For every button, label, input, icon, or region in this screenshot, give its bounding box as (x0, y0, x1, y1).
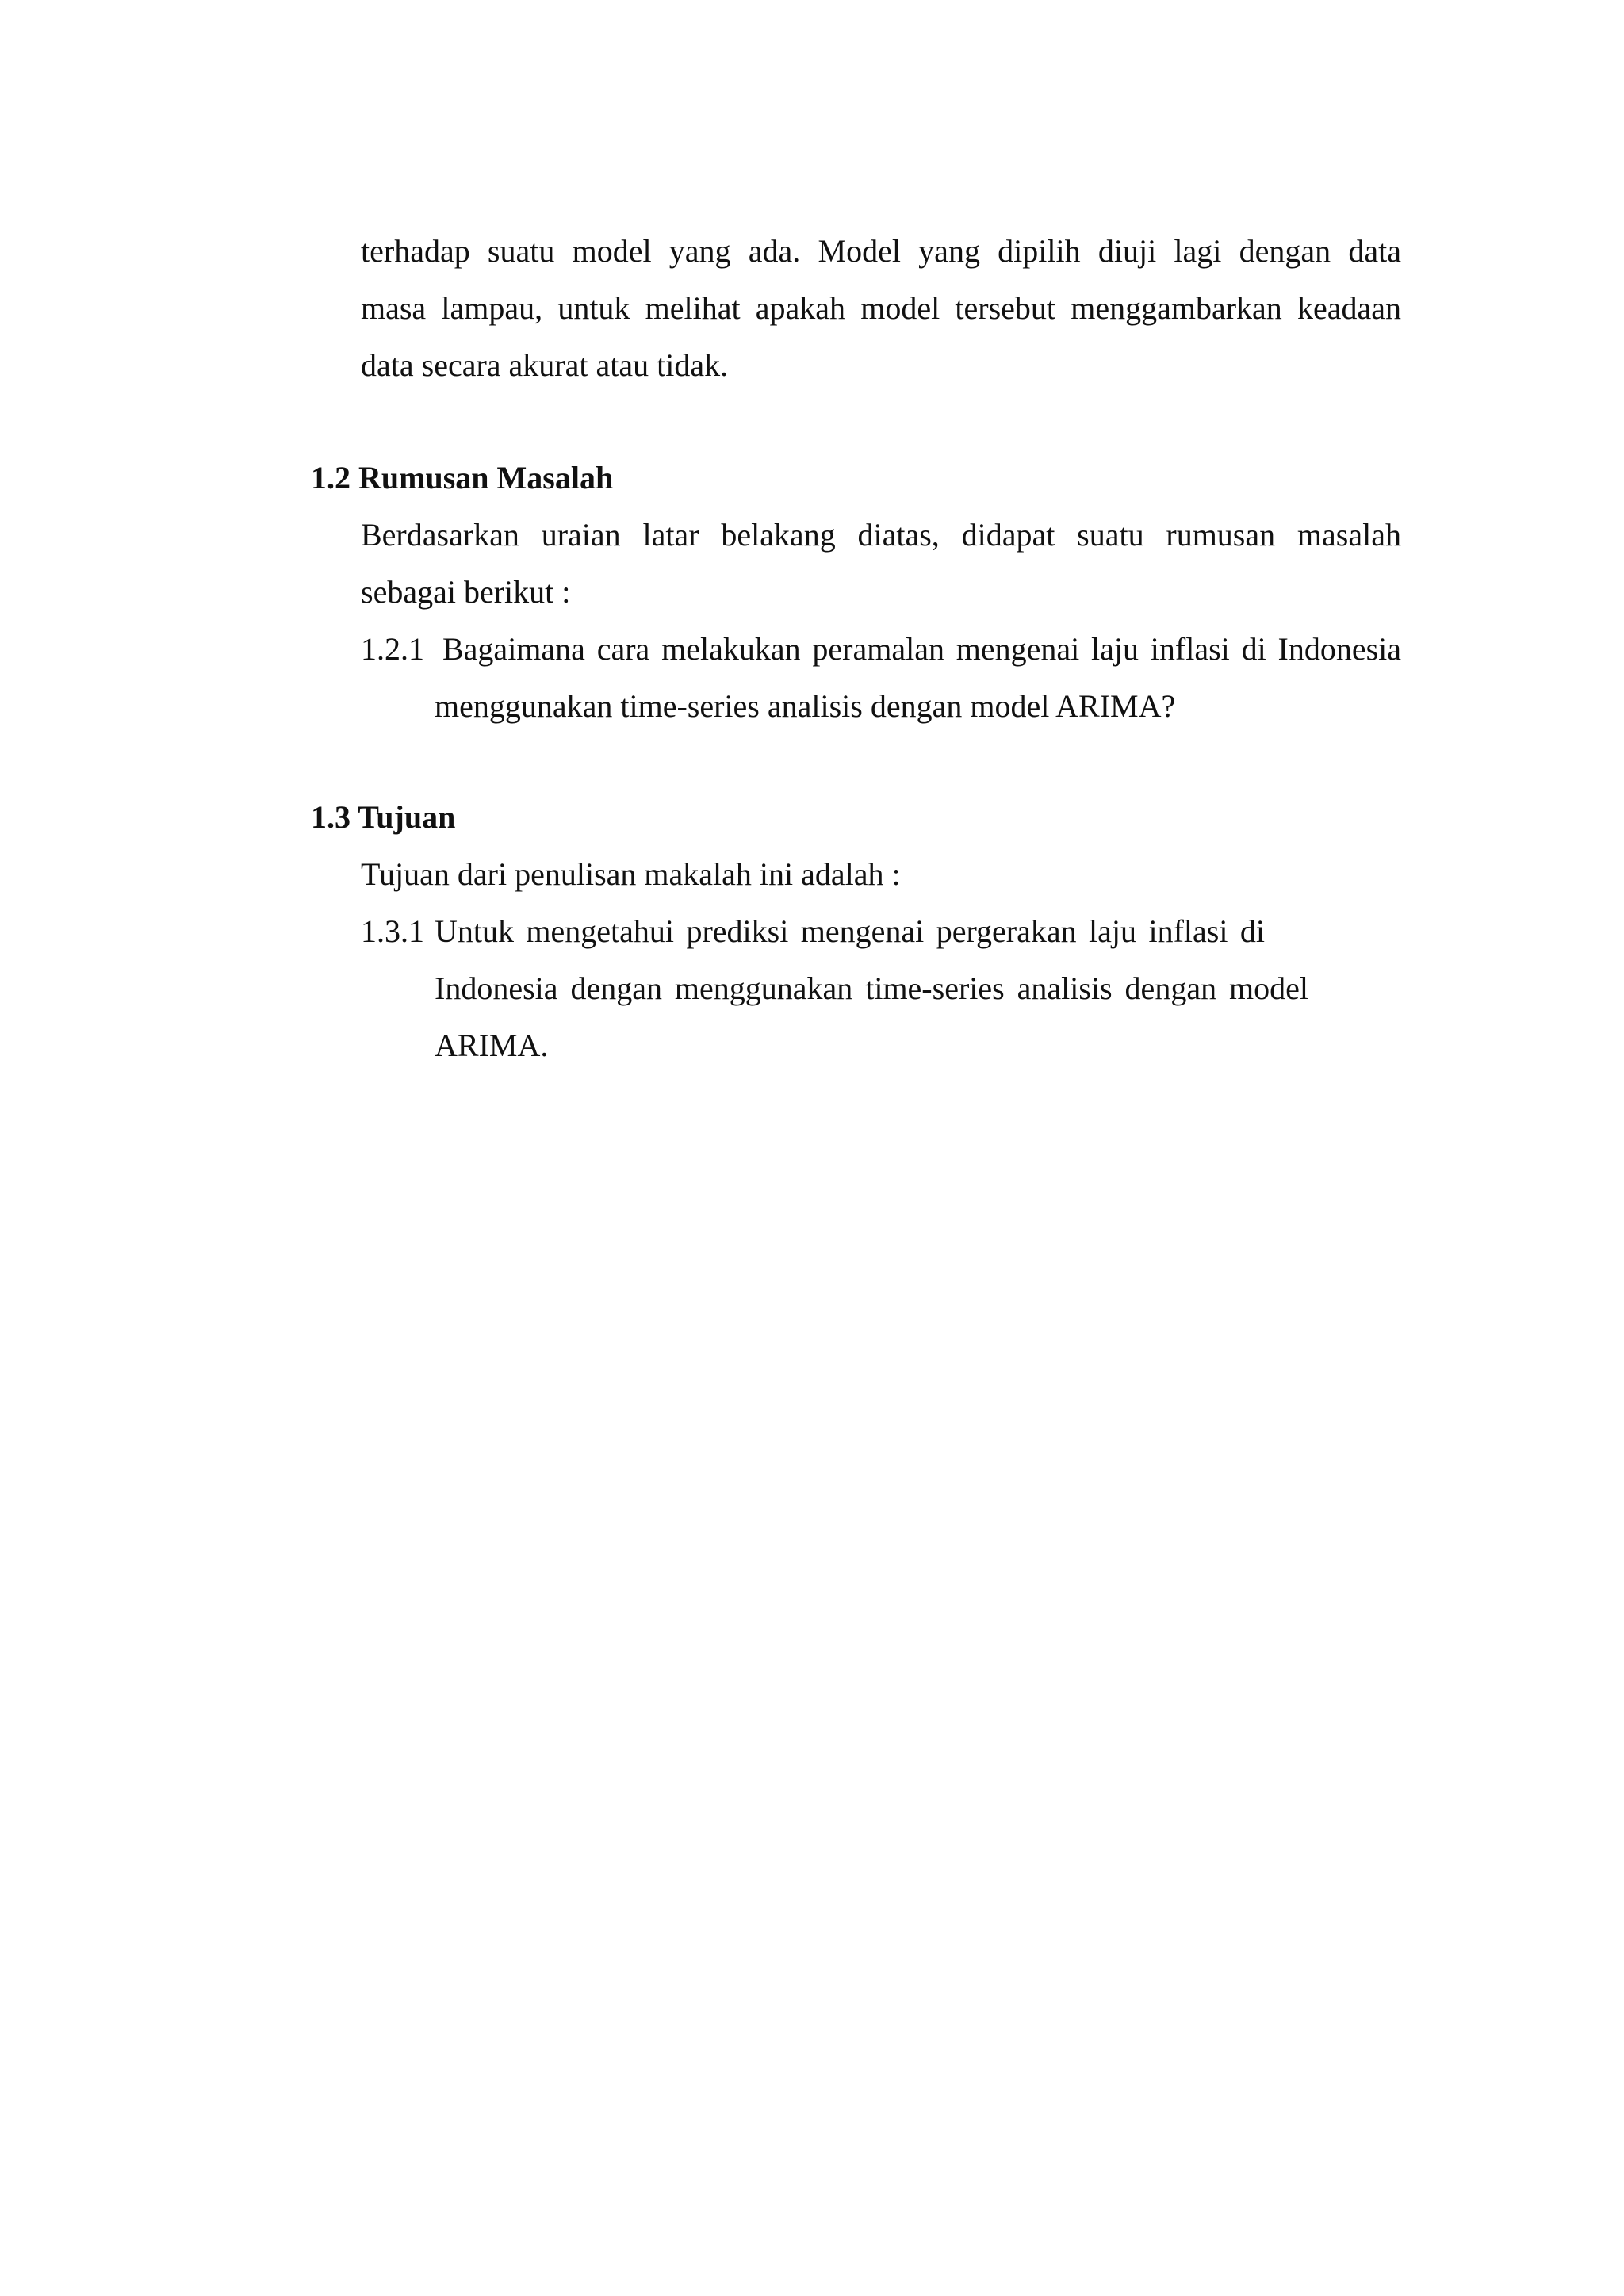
intro-line-3: data secara akurat atau tidak. (361, 347, 729, 383)
rumusan-item-number: 1.2.1 (361, 631, 424, 667)
tujuan-item-line-2: Indonesia dengan menggunakan time-series analisis dengan model (435, 970, 1308, 1006)
rumusan-paragraph-line-2: sebagai berikut : (361, 574, 571, 610)
section-heading-tujuan: 1.3 Tujuan (311, 799, 456, 835)
rumusan-item-line-2: menggunakan time-series analisis dengan model ARIMA? (435, 688, 1176, 724)
tujuan-paragraph: Tujuan dari penulisan makalah ini adalah : (361, 856, 901, 892)
tujuan-item-number: 1.3.1 (361, 913, 424, 949)
tujuan-item-line-1: Untuk mengetahui prediksi mengenai pergerakan laju inflasi di (435, 913, 1265, 949)
rumusan-paragraph-line-1: Berdasarkan uraian latar belakang diatas, didapat suatu rumusan masalah (361, 517, 1401, 553)
intro-line-1: terhadap suatu model yang ada. Model yang dipilih diuji lagi dengan data (361, 233, 1401, 269)
tujuan-item-line-3: ARIMA. (435, 1027, 549, 1063)
section-heading-rumusan-masalah: 1.2 Rumusan Masalah (311, 460, 614, 496)
rumusan-item-line-1: Bagaimana cara melakukan peramalan mengenai laju inflasi di Indonesia (442, 631, 1401, 667)
intro-line-2: masa lampau, untuk melihat apakah model tersebut menggambarkan keadaan (361, 290, 1401, 326)
